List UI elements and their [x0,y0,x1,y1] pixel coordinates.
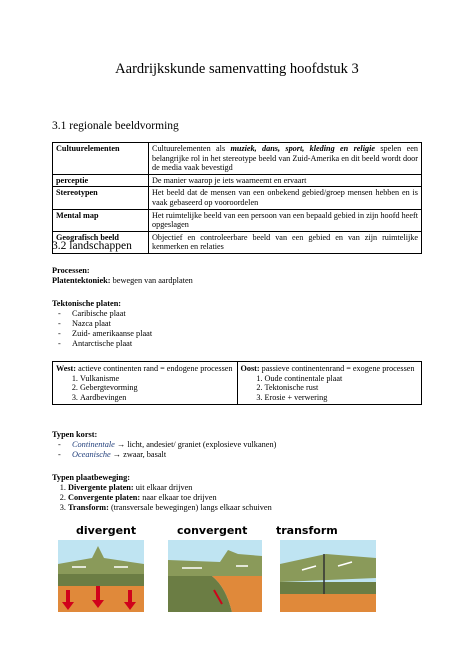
list-item: 2. Tektonische rust [265,383,419,393]
section-heading-3-1: 3.1 regionale beeldvorming [52,120,179,132]
term-cell: perceptie [53,174,149,187]
transform-diagram [280,540,376,612]
page-title: Aardrijkskunde samenvatting hoofdstuk 3 [115,61,359,77]
korst-list [52,440,276,460]
term-cell: Geografisch beeld [53,231,149,253]
definition-cell: Cultuurelementen als muziek, dans, sport, kleding en religie spelen een belangrijke rol in het stereotype beeld van Zuid-Amerika en dit beeld wordt door de media vaak bevestigd [149,143,422,175]
list-item: 1. Oude continentale plaat [265,374,419,384]
platentektoniek-text: bewegen van aardplaten [110,276,193,285]
definition-cell: Objectief en controleerbare beeld van een gebied en van zijn ruimtelijke kenmerken en relaties [149,231,422,253]
processen-label: Processen: [52,266,90,275]
term-cell: Stereotypen [53,187,149,209]
divergent-diagram [58,540,144,612]
list-item: 3. Erosie + verwering [265,393,419,403]
list-item: 1. Divergente platen: uit elkaar drijven [68,483,272,493]
list-item: 1. Vulkanisme [80,374,234,384]
list-item: 3. Aardbevingen [80,393,234,403]
list-item: 2. Gebergtevorming [80,383,234,393]
west-oost-table [52,361,422,405]
processen-block [52,266,193,286]
typen-korst-label: Typen korst: [52,430,98,439]
convergent-diagram [168,540,262,612]
plaatbeweging-list [52,483,272,513]
typen-plaatbeweging-label: Typen plaatbeweging: [52,473,130,482]
list-item: - Nazca plaat [52,319,152,329]
list-item: 3. Transform: (transversale bewegingen) langs elkaar schuiven [68,503,272,513]
typen-korst-block [52,430,276,460]
table-row [53,187,422,209]
list-item: - Continentale → licht, andesiet/ graniet (explosieve vulkanen) [52,440,276,450]
definition-cell: Het ruimtelijke beeld van een persoon van een bepaald gebied in zijn hoofd heeft opgeslagen [149,209,422,231]
table-row [53,143,422,175]
convergent-label: convergent [177,524,248,537]
section-heading-3-2: 3.2 landschappen [52,240,132,252]
oost-cell: Oost: passieve continentenrand = exogene processen 1. Oude continentale plaat 2. Tektonische rust 3. Erosie + verwering [237,362,422,405]
platen-list [52,309,152,349]
list-item: - Caribische plaat [52,309,152,319]
typen-plaatbeweging-block [52,473,272,513]
list-item: - Oceanische → zwaar, basalt [52,450,276,460]
table-row [53,209,422,231]
plate-boundary-figure [52,524,422,614]
definition-cell: De manier waarop je iets waarneemt en ervaart [149,174,422,187]
definition-cell: Het beeld dat de mensen van een onbekend gebied/groep mensen hebben en is vaak gebaseerd op vooroordelen [149,187,422,209]
table-row [53,174,422,187]
divergent-label: divergent [76,524,137,537]
list-item: 2. Convergente platen: naar elkaar toe drijven [68,493,272,503]
list-item: - Antarctische plaat [52,339,152,349]
term-cell: Mental map [53,209,149,231]
definitions-table [52,142,422,254]
tektonische-platen-block [52,299,152,349]
term-cell: Cultuurelementen [53,143,149,175]
platentektoniek-label: Platentektoniek: [52,276,111,285]
tektonische-platen-label: Tektonische platen: [52,299,122,308]
transform-label: transform [276,524,338,537]
list-item: - Zuid- amerikaanse plaat [52,329,152,339]
table-row [53,362,422,405]
west-cell: West: actieve continenten rand = endogene processen 1. Vulkanisme 2. Gebergtevorming 3. Aardbevingen [53,362,238,405]
